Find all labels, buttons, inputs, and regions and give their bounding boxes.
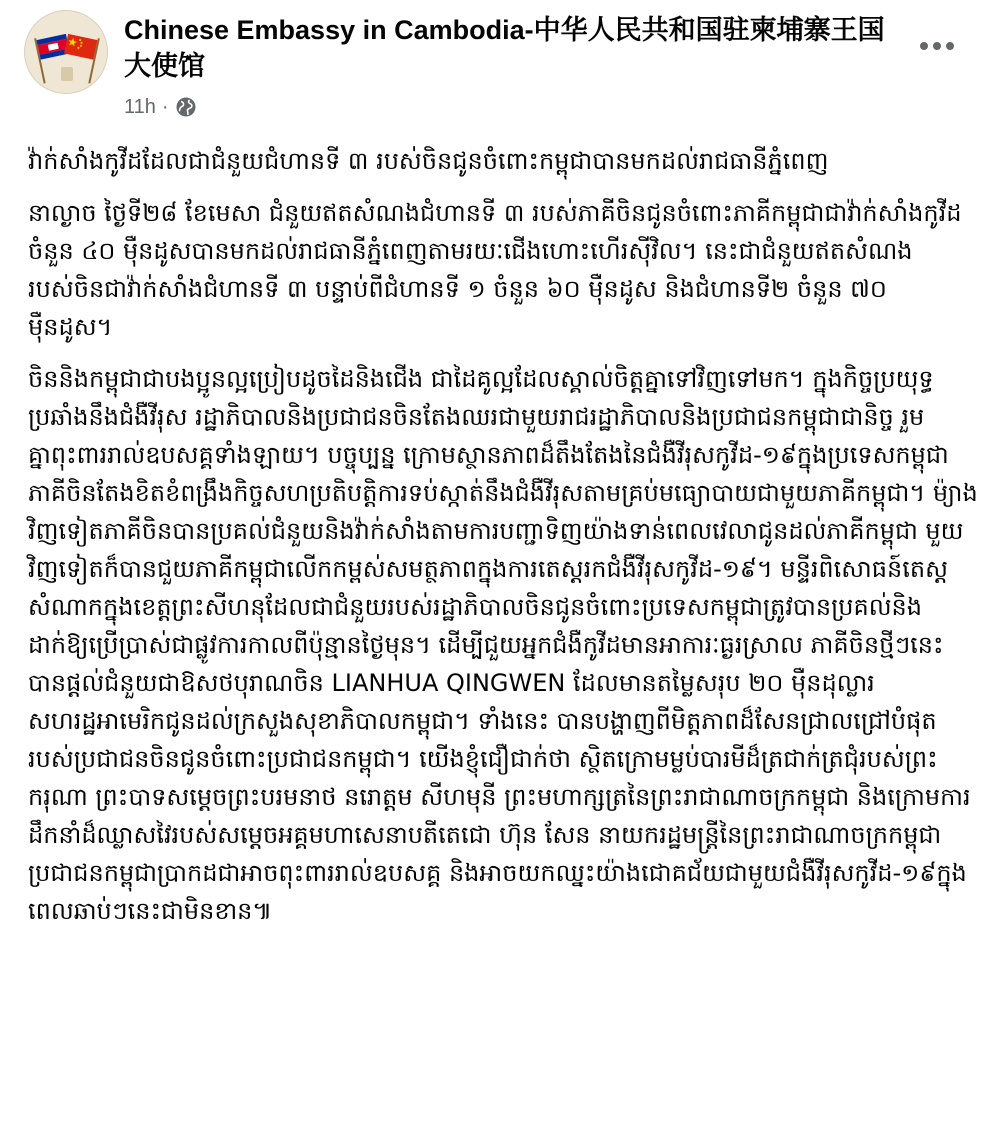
flags-avatar-icon: [25, 11, 108, 94]
more-options-button[interactable]: [910, 26, 964, 66]
post-body: [28, 142, 978, 944]
post-meta: [124, 94, 197, 120]
post-title: វ៉ាក់សាំងកូវីដដែលជាជំនួយជំហានទី ៣ របស់ចិនជូនចំពោះកម្ពុជាបានមកដល់រាជធានីភ្នំពេញ: [28, 147, 829, 175]
globe-icon[interactable]: [175, 96, 197, 118]
page-name-link[interactable]: Chinese Embassy in Cambodia-中华人民共和国驻柬埔寨王国大使馆: [124, 15, 885, 81]
post-timestamp[interactable]: 11h: [124, 95, 156, 118]
page-avatar[interactable]: [24, 10, 108, 94]
post-paragraph-2: ចិននិងកម្ពុជាជាបងប្អូនល្អប្រៀបដូចដៃនិងជើង ជាដៃគូល្អដែលស្គាល់ចិត្តគ្នាទៅវិញទៅមក។ ក្នុងកិច្ចប្រយុទ្ធប្រឆាំងនឹងជំងឺវីរុស រដ្ឋាភិបាលនិងប្រជាជនចិនតែងឈរជាមួយរាជរដ្ឋាភិបាលនិងប្រជាជនកម្ពុជាជានិច្ច រួមគ្នាពុះពាររាល់ឧបសគ្គទាំងឡាយ។ បច្ចុប្បន្ន ក្រោមស្ថានភាពដ៏តឹងតែងនៃជំងឺវីរុសកូវីដ-១៩ក្នុងប្រទេសកម្ពុជា ភាគីចិនតែងខិតខំពង្រឹងកិច្ចសហប្រតិបត្តិការទប់ស្កាត់នឹងជំងឺវីរុសតាមគ្រប់មធ្យោបាយជាមួយភាគីកម្ពុជា។ ម៉្យាងវិញទៀតភាគីចិនបានប្រគល់ជំនួយនិងវ៉ាក់សាំងតាមការបញ្ជាទិញយ៉ាងទាន់ពេលវេលាជូនដល់ភាគីកម្ពុជា មួយវិញទៀតក៏បានជួយភាគីកម្ពុជាលើកកម្ពស់សមត្ថភាពក្នុងការតេស្តរកជំងឺវីរុសកូវីដ-១៩។ មន្ទីរពិសោធន៍តេស្តសំណាកក្នុងខេត្តព្រះសីហនុដែលជាជំនួយរបស់រដ្ឋាភិបាលចិនជូនចំពោះប្រទេសកម្ពុជាត្រូវបានប្រគល់និងដាក់ឱ្យប្រើប្រាស់ជាផ្លូវការកាលពីប៉ុន្មានថ្ងៃមុន។ ដើម្បីជួយអ្នកជំងឺកូវីដមានអាការៈធ្ងរស្រាល ភាគីចិនថ្មីៗនេះបានផ្តល់ជំនួយជាឱសថបុរាណចិន LIANHUA QINGWEN ដែលមានតម្លៃសរុប ២០ ម៉ឺនដុល្លារសហរដ្ឋអាមេរិកជូនដល់ក្រសួងសុខាភិបាលកម្ពុជា។ ទាំងនេះ បានបង្ហាញពីមិត្តភាពដ៏សែនជ្រាលជ្រៅបំផុតរបស់ប្រជាជនចិនជូនចំពោះប្រជាជនកម្ពុជា។ យើងខ្ញុំជឿជាក់ថា ស្ថិតក្រោមម្លប់បារមីដ៏ត្រជាក់ត្រជុំរបស់ព្រះករុណា ព្រះបាទសម្តេចព្រះបរមនាថ នរោត្តម សីហមុនី ព្រះមហាក្សត្រនៃព្រះរាជាណាចក្រកម្ពុជា និងក្រោមការដឹកនាំដ៏ឈ្លាសវៃរបស់សម្តេចអគ្គមហាសេនាបតីតេជោ ហ៊ុន សែន នាយករដ្ឋមន្ត្រីនៃព្រះរាជាណាចក្រកម្ពុជា ប្រជាជនកម្ពុជាប្រាកដជាអាចពុះពាររាល់ឧបសគ្គ និងអាចយកឈ្នះយ៉ាងជោគជ័យជាមួយជំងឺវីរុសកូវីដ-១៩ក្នុងពេលឆាប់ៗនេះជាមិនខាន៕: [28, 365, 978, 925]
post-paragraph-1: នាល្ងាច ថ្ងៃទី២៨ ខែមេសា ជំនួយឥតសំណងជំហានទី ៣ របស់ភាគីចិនជូនចំពោះភាគីកម្ពុជាជាវ៉ាក់សាំងកូវីដចំនួន ៤០ ម៉ឺនដូសបានមកដល់រាជធានីភ្នំពេញតាមរយៈជើងហោះហើរស៊ីវិល។ នេះជាជំនួយឥតសំណងរបស់ចិនជាវ៉ាក់សាំងជំហានទី ៣ បន្ទាប់ពីជំហានទី ១ ចំនួន ៦០ ម៉ឺនដូស និងជំហានទី២ ចំនួន ៧០ ម៉ឺនដូស។: [28, 199, 962, 341]
more-horizontal-icon-dot: [933, 42, 941, 50]
more-horizontal-icon: [920, 42, 928, 50]
more-horizontal-icon-dot: [946, 42, 954, 50]
post-header: [0, 0, 994, 125]
meta-separator: ·: [161, 95, 169, 118]
